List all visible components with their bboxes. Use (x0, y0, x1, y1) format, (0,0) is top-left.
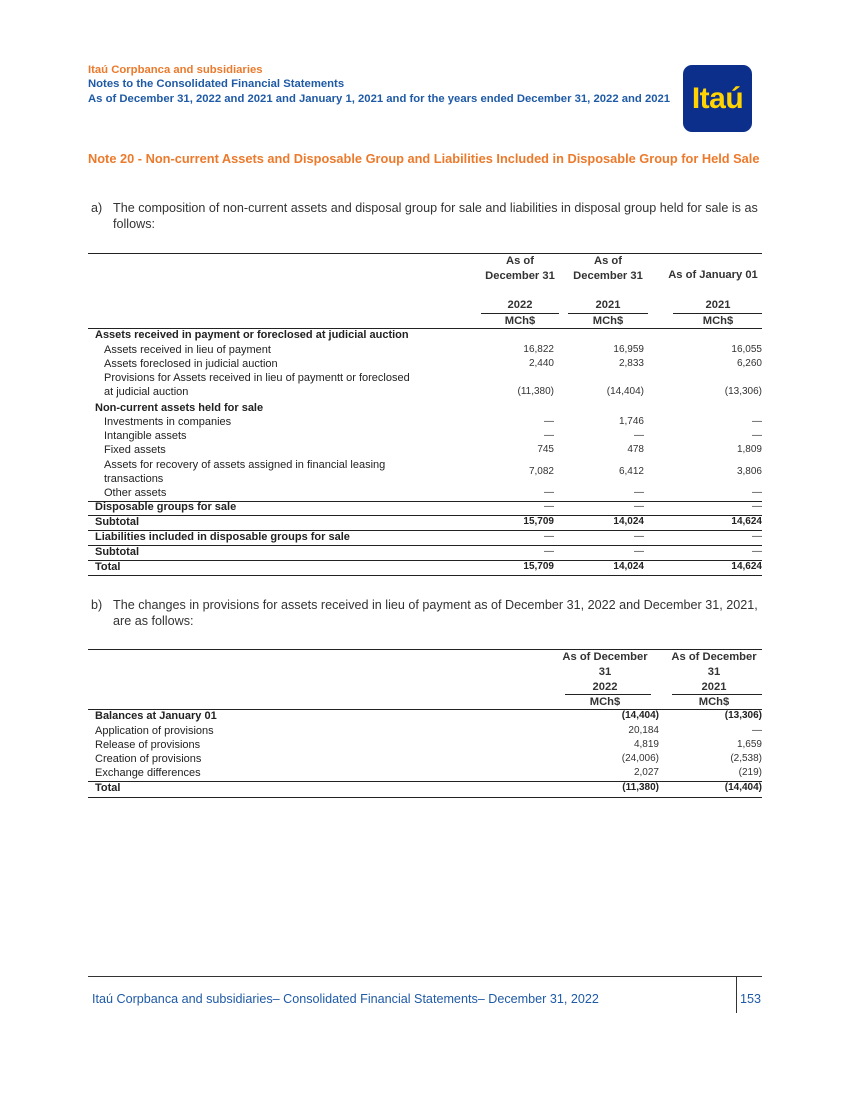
unit-2022: MCh$ (504, 315, 536, 327)
composition-table (88, 253, 762, 579)
table-cell: 745 (537, 444, 554, 455)
table-cell: 14,024 (613, 561, 644, 572)
column-header-2022: As of December 31 (485, 255, 555, 282)
b-year-2021: 2021 (701, 681, 727, 693)
section-a-label: a) (91, 201, 103, 215)
table-row-label: Assets received in lieu of payment (104, 344, 271, 356)
table-row-label: Other assets (104, 487, 167, 499)
table-cell: 6,260 (736, 358, 762, 369)
table-cell: (14,404) (724, 782, 762, 793)
year-jan-2021: 2021 (705, 299, 731, 311)
table-cell: (219) (738, 767, 762, 778)
table-cell: 14,624 (731, 561, 762, 572)
year-2021: 2021 (595, 299, 621, 311)
table-row-label: Creation of provisions (95, 753, 202, 765)
table-cell: 4,819 (633, 739, 659, 750)
table-row-label: Exchange differences (95, 767, 201, 779)
section-b-text (91, 597, 763, 629)
table-cell: — (634, 430, 644, 441)
b-unit-2021: MCh$ (698, 696, 730, 708)
note-title: Note 20 - Non-current Assets and Disposable Group and Liabilities Included in Disposable Group for Held Sale (88, 151, 760, 166)
table-row-label: Balances at January 01 (95, 710, 217, 722)
table-cell: — (544, 416, 554, 427)
b-column-header-2022: As of December 31 (562, 651, 648, 678)
row-rule (88, 797, 762, 798)
table-cell: — (752, 487, 762, 498)
table-cell: 478 (627, 444, 644, 455)
company-name: Itaú Corpbanca and subsidiaries (88, 64, 263, 76)
table-cell: — (634, 531, 644, 542)
table-cell: 16,959 (613, 344, 644, 355)
table-row-label: Fixed assets (104, 444, 166, 456)
table-cell: 15,709 (523, 561, 554, 572)
table-cell: 2,440 (528, 358, 554, 369)
table-cell: — (752, 430, 762, 441)
column-header-2021: As of December 31 (573, 255, 643, 282)
footer-separator (736, 977, 737, 1013)
table-cell: — (634, 487, 644, 498)
table-cell: (24,006) (621, 753, 659, 764)
table-cell: 14,024 (613, 516, 644, 527)
table-row-label: Disposable groups for sale (95, 501, 237, 513)
table-cell: 16,055 (731, 344, 762, 355)
b-year-2022: 2022 (592, 681, 618, 693)
table-cell: 1,809 (736, 444, 762, 455)
table-row-label: Release of provisions (95, 739, 201, 751)
table-row-label: Provisions for Assets received in lieu of paymentt or foreclosed (104, 372, 410, 384)
table-row-label: Subtotal (95, 516, 139, 528)
table-row-label: Subtotal (95, 546, 139, 558)
section-a-text (91, 200, 763, 232)
table-cell: — (752, 531, 762, 542)
document-header (88, 63, 678, 106)
table-cell: 6,412 (618, 466, 644, 477)
table-cell: — (752, 546, 762, 557)
report-period: As of December 31, 2022 and 2021 and January 1, 2021 and for the years ended December 31, 2022 and 2021 (88, 92, 671, 105)
table-row-label: Total (95, 561, 121, 573)
table-cell: (14,404) (621, 710, 659, 721)
table-cell: (14,404) (606, 386, 644, 397)
table-cell: 2,027 (633, 767, 659, 778)
table-cell: 15,709 (523, 516, 554, 527)
row-rule (88, 781, 762, 782)
footer-text: Itaú Corpbanca and subsidiaries– Consolidated Financial Statements– December 31, 2022 (92, 992, 599, 1006)
table-row-label-continued: transactions (104, 473, 164, 485)
table-row-label-continued: at judicial auction (104, 386, 189, 398)
table-cell: 3,806 (736, 466, 762, 477)
table-cell: — (634, 501, 644, 512)
section-b-label: b) (91, 598, 103, 612)
table-cell: 7,082 (528, 466, 554, 477)
year-2022: 2022 (507, 299, 533, 311)
table-cell: (11,380) (622, 782, 659, 793)
table-cell: — (544, 430, 554, 441)
report-title: Notes to the Consolidated Financial Statements (88, 78, 345, 91)
table-cell: 1,659 (736, 739, 762, 750)
column-header-jan-2021: As of January 01 (668, 269, 758, 281)
table-cell: — (544, 546, 554, 557)
table-cell: — (544, 501, 554, 512)
table-cell: — (752, 501, 762, 512)
row-rule (88, 575, 762, 576)
table-row-label: Intangible assets (104, 430, 187, 442)
table-row-label: Total (95, 782, 121, 794)
unit-jan-2021: MCh$ (702, 315, 734, 327)
section-b-body: The changes in provisions for assets received in lieu of payment as of December 31, 2022 and December 31, 2021, are as follows: (113, 598, 758, 628)
table-row-label: Liabilities included in disposable groups for sale (95, 531, 350, 543)
table-cell: 20,184 (628, 725, 659, 736)
itau-logo: Itaú (683, 65, 752, 132)
unit-2021: MCh$ (592, 315, 624, 327)
table-cell: — (752, 416, 762, 427)
page-number: 153 (740, 992, 762, 1006)
table-cell: — (634, 546, 644, 557)
table-cell: — (752, 725, 762, 736)
row-rule (88, 545, 762, 546)
table-row-label: Investments in companies (104, 416, 232, 428)
table-cell: (11,380) (517, 386, 554, 397)
table-cell: 16,822 (523, 344, 554, 355)
table-cell: 2,833 (618, 358, 644, 369)
table-row-label: Assets received in payment or foreclosed at judicial auction (95, 329, 409, 341)
table-cell: 14,624 (731, 516, 762, 527)
table-row-label: Assets for recovery of assets assigned in financial leasing (104, 459, 386, 471)
section-a-body: The composition of non-current assets and disposal group for sale and liabilities in disposal group held for sale is as follows: (113, 201, 758, 231)
table-cell: (13,306) (724, 386, 762, 397)
table-cell: (13,306) (724, 710, 762, 721)
table-cell: 1,746 (618, 416, 644, 427)
row-rule (88, 515, 762, 516)
table-cell: (2,538) (730, 753, 762, 764)
table-row-label: Assets foreclosed in judicial auction (104, 358, 278, 370)
b-column-header-2021: As of December 31 (671, 651, 757, 678)
table-cell: — (544, 531, 554, 542)
row-rule (88, 560, 762, 561)
footer-divider (88, 976, 762, 977)
provisions-changes-table (88, 649, 762, 800)
table-row-label: Application of provisions (95, 725, 214, 737)
table-row-label: Non-current assets held for sale (95, 402, 264, 414)
b-unit-2022: MCh$ (589, 696, 621, 708)
table-cell: — (544, 487, 554, 498)
